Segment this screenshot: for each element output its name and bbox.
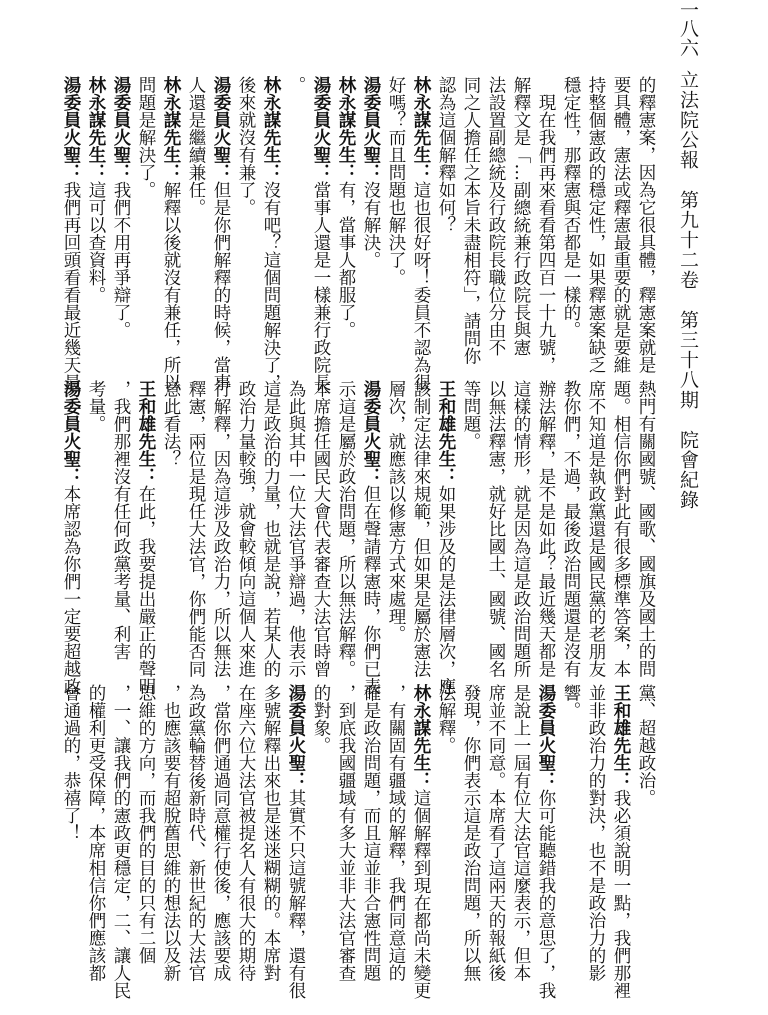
speech-text: 沒有解決。 [361,181,381,269]
speech-text: 但在聲請釋憲時，你們已表 示這是屬於政治問題，所以無法解釋。 本席擔任國民大會代表審查大法官時曾 為此與其中一位大法官爭辯過，他表示 這是政治的力量，也就是說，若某人的 政治力量較強，就會較傾向這個人來進 行解釋，因為這涉及政治力，所以無法 釋憲，兩位是現任大法官，你們能否同 意此看法？ [161,380,381,695]
speaker-name: 湯委員火聖： [111,76,131,181]
transcript-paragraph [308,684,433,999]
transcript-paragraph [558,684,633,999]
speaker-name: 林永謀先生： [411,76,431,181]
speaker-name: 湯委員火聖： [286,684,306,789]
transcript-tier-2 [61,380,658,695]
transcript-paragraph [283,76,333,391]
transcript-paragraph [433,76,658,374]
speech-text: 這也很好呀！委員不認為很 好嗎？而且問題也解決了。 [386,76,431,391]
transcript-paragraph [83,380,158,695]
speaker-name: 王和雄先生： [436,380,456,485]
speech-text: 當事人還是一樣兼行政院長 。 [286,76,331,391]
speech-text: 在此，我要提出嚴正的聲明 ，我們那裡沒有任何政黨考量、利害 考量。 [86,380,156,695]
speaker-name: 湯委員火聖： [311,76,331,181]
transcript-tier-1 [61,76,658,391]
speech-text: 本席認為你們一定要超越政 [61,485,81,695]
transcript-paragraph [158,380,383,695]
speaker-name: 林永謀先生： [261,76,281,181]
speaker-name: 湯委員火聖： [361,380,381,485]
speech-text: 你可能聽錯我的意思了，我 是說上一屆有位大法官這麼表示，但本 席並不同意。本席看了這兩天的報紙後 發現，你們表示這是政治問題，所以無 法解釋。 [436,684,556,999]
speech-text: 我們再回頭看看最近幾天最 [61,181,81,391]
transcript-paragraph [383,380,458,695]
transcript-tier-3 [61,684,658,999]
transcript-paragraph [358,76,383,346]
speaker-name: 湯委員火聖： [536,684,556,789]
transcript-paragraph [83,76,108,346]
speech-text: 其實不只這號解釋，還有很 多號解釋出來也是迷迷糊糊的。本席對 在座六位大法官被提名人有很大的期待 ，當你們通過同意權行使後，應該要成 為政黨輪替後新時代、新世紀的大法官 ，也應該要有超脫舊思維的想法以及新 思維的方向，而我們的目的只有二個 ，一、讓我們的憲政更穩定，二、讓人民 的權利更受保障，本席相信你們應該都 會通過的，恭禧了！ [61,684,306,999]
transcript-paragraph [58,380,83,695]
transcript-paragraph [458,380,658,678]
speaker-name: 林永謀先生： [411,684,431,789]
speech-text: 我必須說明一點，我們那裡 並非政治力的對決，也不是政治力的影 響。 [561,684,631,999]
speech-text: 有，當事人都服了。 [336,181,356,339]
transcript-paragraph [333,76,358,346]
speech-text: 黨、超越政治。 [636,684,656,807]
speech-text: 的釋憲案，因為它很具體，釋憲案就是 要具體，憲法或釋憲最重要的就是要維 持整個憲政的穩定性，如果釋憲案缺乏 穩定性，那釋憲與否都是一樣的。 現在我們再來看看第四百一十九號， 解釋文是「…副總統兼行政院長與憲 法設置副總統及行政院長職位分由不 同之人擔任之本旨未盡相符」，請問你 認為這個解釋如何？ [436,76,656,374]
page-number: 一八六 [677,0,699,57]
transcript-paragraph [108,76,133,346]
speaker-name: 湯委員火聖： [361,76,381,181]
speech-text: 但是你們解釋的時候，當事 人還是繼續兼任。 [186,76,231,391]
speech-text: 熱門有關國號、國歌、國旗及國土的問 題。相信你們對此有很多標準答案，本 席不知道是執政黨還是國民黨的老朋友 教你們，不過，最後政治問題還是沒有 辦法解釋，是不是如此？最近幾天都是 這樣的情形，就是因為這是政治問題所 以無法釋憲，就好比國土、國號、國名 等問題。 [461,380,656,678]
transcript-paragraph [433,684,558,999]
speech-text: 這可以查資料。 [86,181,106,304]
speech-text: 這個解釋到現在都尚未變更 ，有關固有疆域的解釋，我們同意這的 確是政治問題，而且這並非合憲性問題 ，到底我國疆域有多大並非大法官審查 的對象。 [311,684,431,999]
transcript-paragraph [233,76,283,391]
transcript-paragraph [633,684,658,954]
speaker-name: 王和雄先生： [136,380,156,485]
speaker-name: 湯委員火聖： [211,76,231,181]
speech-text: 如果涉及的是法律層次，應 該制定法律來規範，但如果是屬於憲法 層次，就應該以修憲方式來處理。 [386,380,456,695]
speaker-name: 湯委員火聖： [61,76,81,181]
speaker-name: 林永謀先生： [86,76,106,181]
transcript-paragraph [383,76,433,391]
transcript-paragraph [58,684,308,999]
speaker-name: 林永謀先生： [161,76,181,181]
transcript-paragraph [133,76,183,391]
speaker-name: 湯委員火聖： [61,380,81,485]
transcript-paragraph [183,76,233,391]
speaker-name: 王和雄先生： [611,684,631,789]
journal-title: 立法院公報 第九十二卷 第三十八期 院會紀錄 [677,70,699,510]
speech-text: 沒有吧？這個問題解決了， 後來就沒有兼了。 [236,76,281,391]
speech-text: 解釋以後就沒有兼任，所以 問題是解決了。 [136,76,181,391]
transcript-paragraph [58,76,83,391]
speech-text: 我們不用再爭辯了。 [111,181,131,339]
speaker-name: 林永謀先生： [336,76,356,181]
